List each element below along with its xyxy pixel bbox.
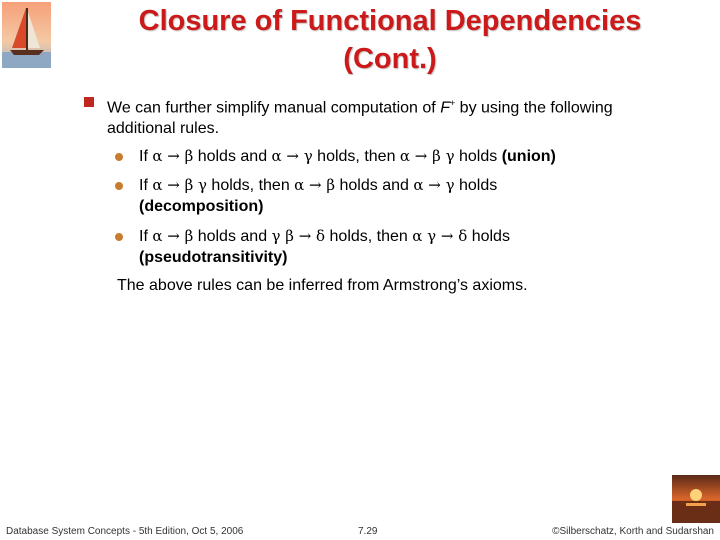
sunset-image-icon	[672, 475, 720, 523]
intro-text	[107, 93, 647, 139]
rule-union	[139, 146, 659, 167]
footer-left: Database System Concepts - 5th Edition, Oct 5, 2006	[6, 526, 244, 537]
intro-plus: +	[449, 98, 456, 108]
rule-text: holds and	[193, 228, 272, 245]
rule-text: If	[139, 177, 153, 194]
rule-name: (decomposition)	[139, 198, 264, 215]
sub-bullet-icon	[115, 153, 123, 161]
footer	[0, 526, 720, 540]
rule-text: holds and	[193, 148, 272, 165]
rule-formula: γ β → δ	[271, 227, 326, 245]
sub-bullet-icon	[115, 182, 123, 190]
rule-name: (pseudotransitivity)	[139, 249, 288, 266]
rule-formula: α → β γ	[152, 176, 207, 194]
rule-text: holds, then	[206, 177, 295, 194]
rule-pseudotransitivity	[139, 226, 569, 268]
title-line-1: Closure of Functional Dependencies	[138, 5, 642, 37]
intro-before: We can further simplify manual computation of	[107, 99, 441, 117]
rule-text: If	[139, 148, 153, 165]
page-title	[60, 2, 720, 78]
rule-text: holds	[454, 148, 502, 165]
rule-formula: α → β	[152, 227, 194, 245]
rule-formula: α γ → δ	[412, 227, 468, 245]
rule-text: holds, then	[325, 228, 413, 245]
rule-decomposition	[139, 175, 559, 217]
rule-text: holds, then	[312, 148, 400, 165]
footer-right: ©Silberschatz, Korth and Sudarshan	[552, 526, 714, 537]
intro-F: F	[440, 99, 450, 117]
sub-bullet-icon	[115, 233, 123, 241]
main-bullet-icon	[84, 97, 94, 107]
intro-after: by using the following additional rules.	[107, 99, 613, 138]
rule-name: (union)	[501, 148, 556, 165]
rule-formula: α → γ	[271, 147, 313, 165]
rule-formula: α → β	[152, 147, 194, 165]
rule-text: holds	[454, 177, 498, 194]
rule-formula: α → β γ	[399, 147, 455, 165]
rule-text: holds and	[335, 177, 414, 194]
conclusion-text: The above rules can be inferred from Armstrong’s axioms.	[117, 277, 528, 294]
rule-formula: α → β	[294, 176, 336, 194]
rule-formula: α → γ	[413, 176, 455, 194]
sailboat-logo-icon	[2, 2, 51, 68]
rule-text: If	[139, 228, 153, 245]
rule-text: holds	[467, 228, 510, 245]
page-number: 7.29	[358, 526, 378, 537]
title-line-2: (Cont.)	[343, 43, 437, 75]
